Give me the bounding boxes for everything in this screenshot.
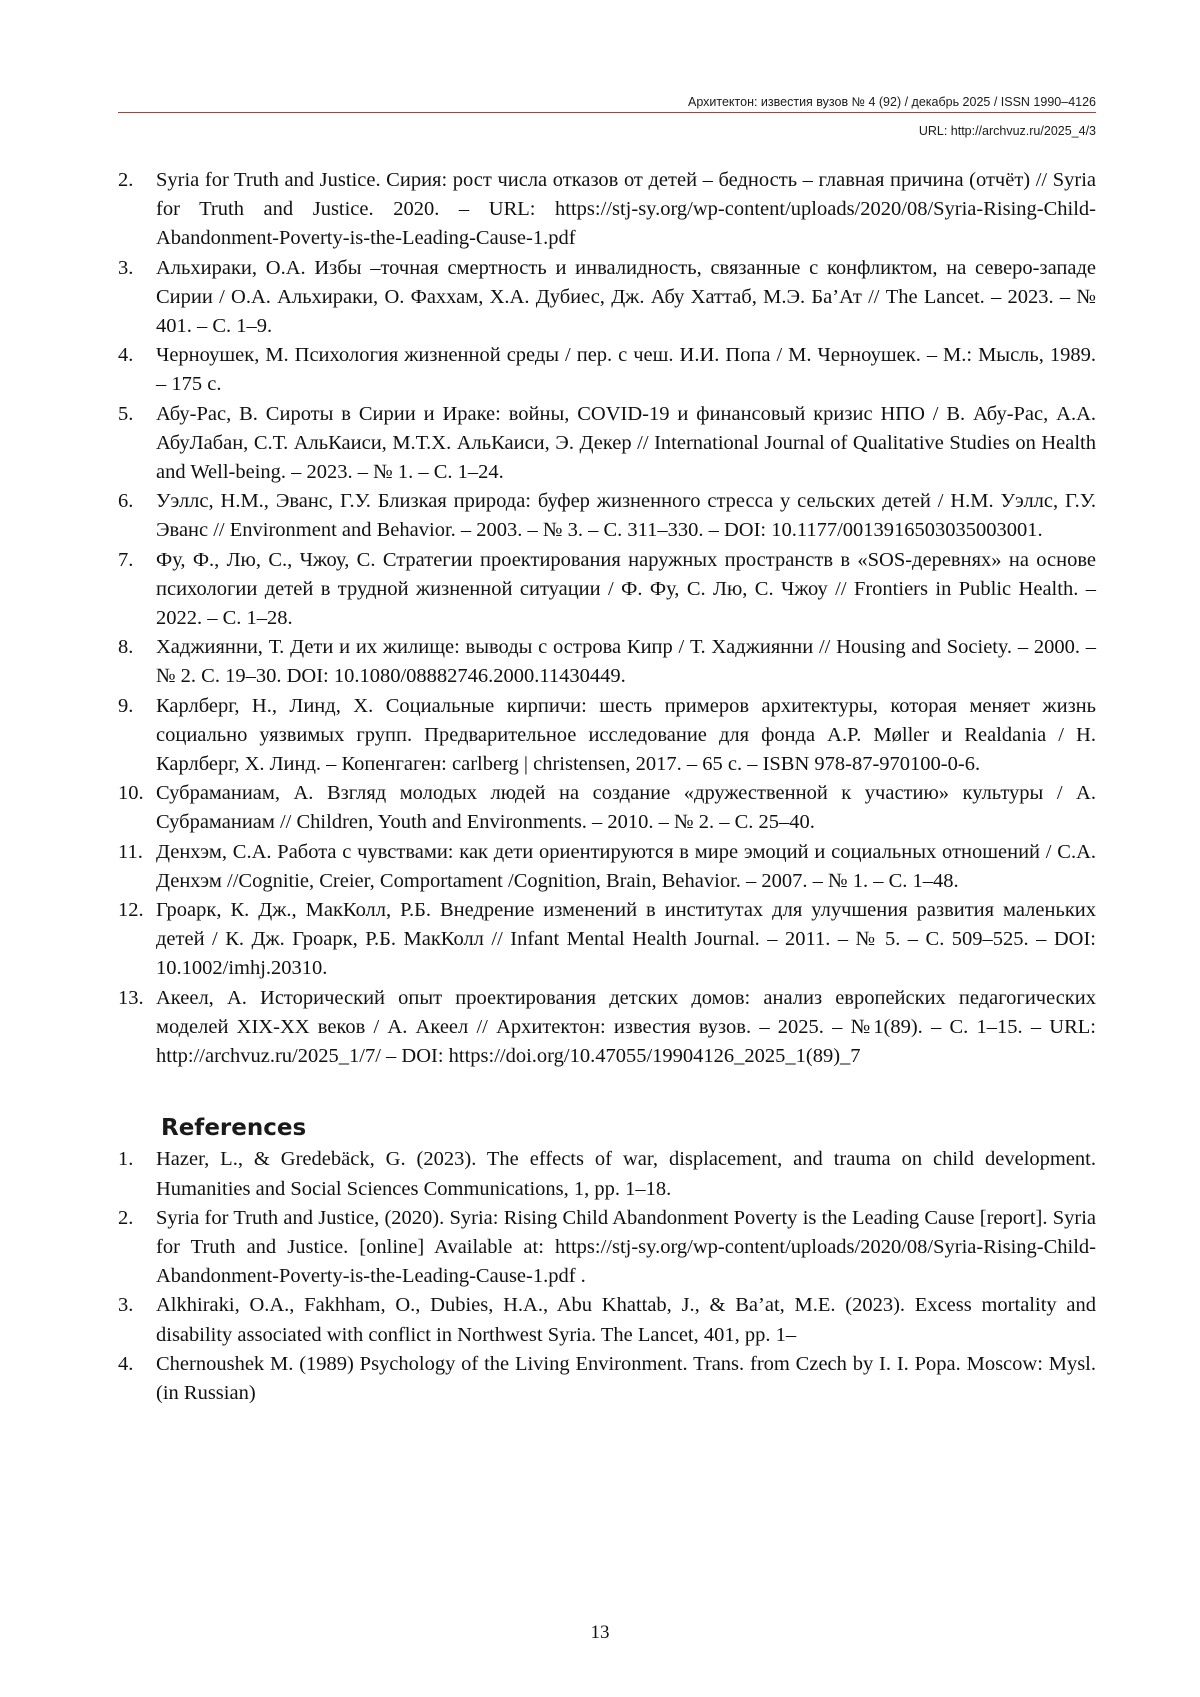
reference-number: 4.: [118, 1352, 134, 1375]
reference-number: 1.: [118, 1148, 134, 1171]
reference-text: Уэллс, Н.М., Эванс, Г.У. Близкая природа: буфер жизненного стресса у сельских детей / Н.М. Уэллс, Г.У. Эванс // Environment and Behavior. – 2003. – № 3. – С. 311–330. – DOI: 10.1177/0013916503035003001.: [156, 490, 1096, 542]
reference-number: 5.: [118, 402, 134, 425]
reference-text: Хаджиянни, Т. Дети и их жилище: выводы с острова Кипр / Т. Хаджиянни // Housing and Society. – 2000. – № 2. С. 19–30. DOI: 10.1080/08882746.2000.11430449.: [156, 636, 1096, 688]
reference-text: Chernoushek M. (1989) Psychology of the Living Environment. Trans. from Czech by I. I. Popa. Moscow: Mysl. (in Russian): [156, 1352, 1096, 1404]
reference-item: [118, 1145, 1096, 1203]
reference-text: Syria for Truth and Justice, (2020). Syria: Rising Child Abandonment Poverty is the Leading Cause [report]. Syria for Truth and Justice. [online] Available at: https://stj-sy.org/wp-content/uploads/2020/08/Syria-Rising-Child-Abandonment-Poverty-is-the-Leading-Cause-1.pdf .: [156, 1206, 1096, 1288]
reference-number: 7.: [118, 548, 134, 571]
reference-item: [118, 341, 1096, 399]
reference-number: 2.: [118, 169, 134, 191]
reference-item: [118, 896, 1096, 984]
reference-item: [118, 633, 1096, 691]
reference-number: 4.: [118, 344, 134, 367]
reference-text: Syria for Truth and Justice. Сирия: рост числа отказов от детей – бедность – главная причина (отчёт) // Syria for Truth and Justice. 2020. – URL: https://stj-sy.org/wp-content/uploads/2020/08/Syria-Rising-Child-Abandonment-Poverty-is-the-Leading-Cause-1.pdf: [156, 169, 1096, 250]
reference-text: Гроарк, К. Дж., МакКолл, Р.Б. Внедрение изменений в институтах для улучшения развития маленьких детей / К. Дж. Гроарк, Р.Б. МакКолл // Infant Mental Health Journal. – 2011. – № 5. – С. 509–525. – DOI: 10.1002/imhj.20310.: [156, 899, 1096, 980]
reference-item: [118, 984, 1096, 1072]
reference-text: Alkhiraki, O.A., Fakhham, O., Dubies, H.A., Abu Khattab, J., & Ba’at, M.E. (2023). Excess mortality and disability associated with conflict in Northwest Syria. The Lancet, 401, pp. 1–: [156, 1294, 1096, 1346]
reference-number: 3.: [118, 1294, 134, 1317]
reference-number: 8.: [118, 636, 134, 659]
reference-number: 6.: [118, 490, 134, 513]
reference-text: Hazer, L., & Gredebäck, G. (2023). The effects of war, displacement, and trauma on child development. Humanities and Social Sciences Communications, 1, pp. 1–18.: [156, 1148, 1096, 1200]
reference-item: [118, 254, 1096, 342]
reference-text: Абу-Рас, В. Сироты в Сирии и Ираке: войны, COVID-19 и финансовый кризис НПО / В. Абу-Рас, А.А. АбуЛабан, С.Т. АльКаиси, М.Т.Х. АльКаиси, Э. Декер // International Journal of Qualitative Studies on Health and Well-being. – 2023. – № 1. – С. 1–24.: [156, 402, 1096, 484]
english-reference-list: [118, 1145, 1096, 1408]
reference-number: 9.: [118, 694, 134, 717]
reference-number: 2.: [118, 1206, 134, 1229]
journal-issue-line: Архитектон: известия вузов № 4 (92) / декабрь 2025 / ISSN 1990–4126: [688, 95, 1096, 109]
reference-item: [118, 487, 1096, 545]
reference-number: 10.: [118, 782, 144, 805]
reference-text: Карлберг, Н., Линд, Х. Социальные кирпичи: шесть примеров архитектуры, которая меняет жизнь социально уязвимых групп. Предварительное исследование для фонда A.P. Møller и Realdania / Н. Карлберг, Х. Линд. – Копенгаген: carlberg | christensen, 2017. – 65 с. – ISBN 978-87-970100-0-6.: [156, 694, 1096, 776]
reference-item: [118, 166, 1096, 254]
reference-text: Черноушек, М. Психология жизненной среды / пер. с чеш. И.И. Попа / М. Черноушек. – М.: Мысль, 1989. – 175 с.: [156, 344, 1096, 396]
references-heading: References: [161, 1115, 307, 1142]
page-number: 13: [590, 1622, 610, 1643]
header-divider: [118, 112, 1096, 113]
reference-text: Альхираки, О.А. Избы –точная смертность и инвалидность, связанные с конфликтом, на северо-западе Сирии / О.А. Альхираки, О. Фаххам, Х.А. Дубиес, Дж. Абу Хаттаб, М.Э. Ба’Ат // The Lancet. – 2023. – № 401. – С. 1–9.: [156, 256, 1096, 338]
references-section: [118, 166, 1096, 1408]
reference-text: Фу, Ф., Лю, С., Чжоу, С. Стратегии проектирования наружных пространств в «SOS-деревнях» на основе психологии детей в трудной жизненной ситуации / Ф. Фу, С. Лю, С. Чжоу // Frontiers in Public Health. – 2022. – С. 1–28.: [156, 548, 1096, 630]
running-header: [118, 94, 1096, 139]
reference-text: Субраманиам, А. Взгляд молодых людей на создание «дружественной к участию» культуры / А. Субраманиам // Children, Youth and Environments. – 2010. – № 2. – С. 25–40.: [156, 782, 1096, 834]
article-url: URL: http://archvuz.ru/2025_4/3: [918, 124, 1096, 138]
reference-item: [118, 1291, 1096, 1349]
reference-text: Денхэм, С.А. Работа с чувствами: как дети ориентируются в мире эмоций и социальных отношений / С.А. Денхэм //Cognitie, Creier, Comportament /Cognition, Brain, Behavior. – 2007. – № 1. – С. 1–48.: [156, 840, 1096, 892]
reference-text: Акеел, А. Исторический опыт проектирования детских домов: анализ европейских педагогических моделей XIX-XX веков / А. Акеел // Архитектон: известия вузов. – 2025. – №1(89). – С. 1–15. – URL: http://archvuz.ru/2025_1/7/ – DOI: https://doi.org/10.47055/19904126_2025_1(89)_7: [156, 986, 1096, 1068]
russian-reference-list: [118, 166, 1096, 1071]
reference-item: [118, 692, 1096, 780]
reference-number: 11.: [118, 840, 143, 863]
reference-number: 12.: [118, 899, 144, 922]
reference-item: [118, 838, 1096, 896]
reference-number: 13.: [118, 986, 144, 1009]
reference-item: [118, 1204, 1096, 1292]
reference-item: [118, 546, 1096, 634]
reference-item: [118, 400, 1096, 488]
reference-number: 3.: [118, 256, 134, 279]
reference-item: [118, 1350, 1096, 1408]
reference-item: [118, 779, 1096, 837]
